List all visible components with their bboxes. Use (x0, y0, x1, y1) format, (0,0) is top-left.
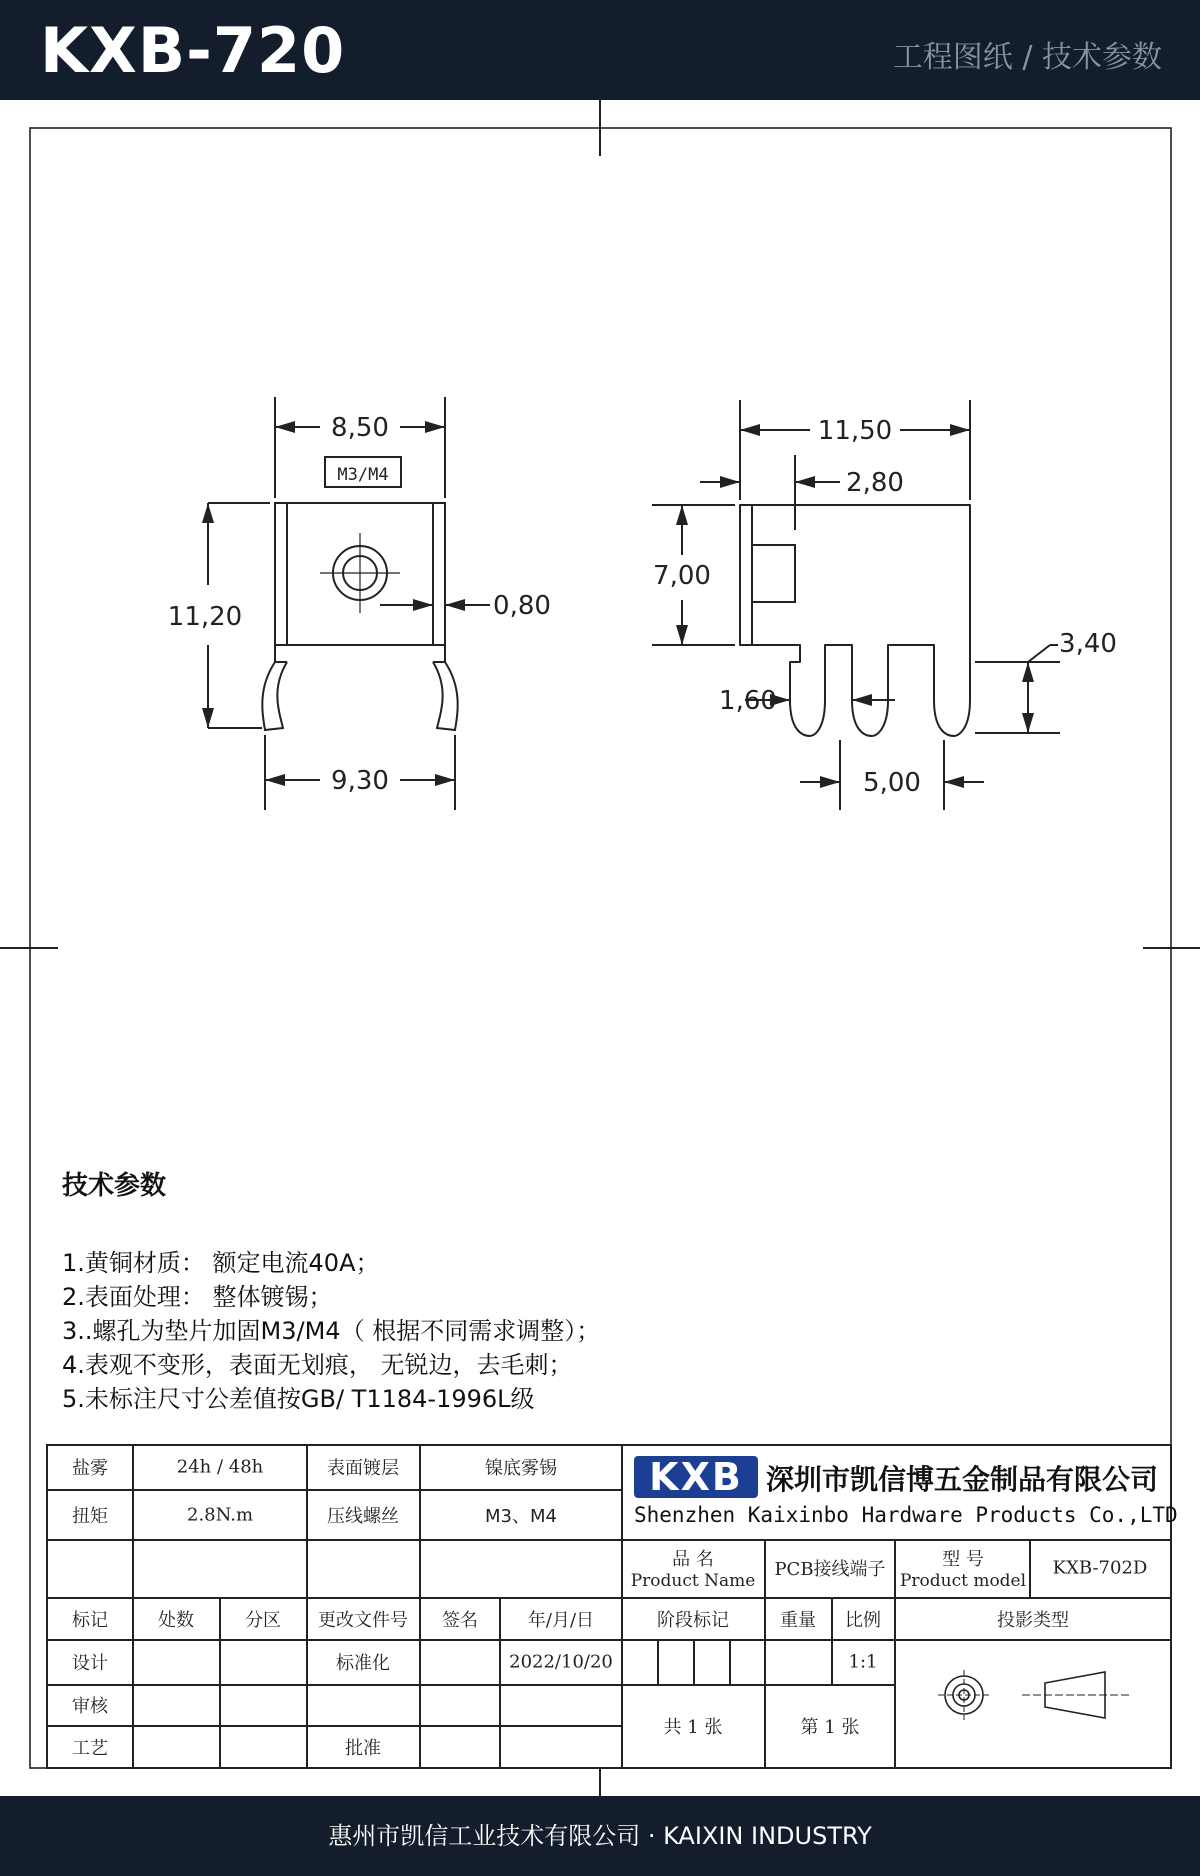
weight-label: 重量 (780, 1610, 816, 1631)
dim-pin-span: 9,30 (331, 766, 389, 796)
dim-pin-height: 3,40 (1059, 629, 1117, 659)
tech-params (62, 1165, 600, 1416)
dim-pin-pitch: 5,00 (863, 768, 921, 798)
torque-value: 2.8N.m (186, 1504, 254, 1526)
tech-item: 4.表观不变形，表面无划痕， 无锐边，去毛刺； (62, 1351, 573, 1379)
company-name-en: Shenzhen Kaixinbo Hardware Products Co.,LTD (634, 1503, 1178, 1527)
design-label: 设计 (72, 1653, 108, 1674)
tech-heading: 技术参数 (62, 1171, 167, 1201)
col-count: 处数 (158, 1610, 194, 1631)
scale-label: 比例 (845, 1610, 881, 1631)
dim-overall: 11,50 (817, 416, 893, 446)
col-mark: 标记 (72, 1610, 108, 1631)
logo-text: KXB (649, 1455, 743, 1499)
dim-body-height: 7,00 (653, 561, 711, 591)
product-model-cn: 型 号 (942, 1549, 984, 1570)
total-sheets: 共 1 张 (663, 1717, 723, 1738)
plating-label: 表面镀层 (327, 1458, 399, 1479)
stage-label: 阶段标记 (657, 1610, 729, 1631)
scale-value: 1:1 (848, 1651, 878, 1673)
col-doc: 更改文件号 (318, 1610, 408, 1631)
plating-value: 镍底雾锡 (485, 1458, 557, 1479)
header-subtitle: 工程图纸 / 技术参数 (892, 40, 1162, 75)
product-model-value: KXB-702D (1052, 1557, 1148, 1579)
col-sign: 签名 (442, 1610, 478, 1631)
salt-value: 24h / 48h (176, 1456, 264, 1478)
projection-label: 投影类型 (997, 1610, 1069, 1631)
company-name-cn: 深圳市凯信博五金制品有限公司 (766, 1463, 1159, 1496)
tech-item: 1.黄铜材质： 额定电流40A； (62, 1249, 380, 1277)
product-name-cn: 品 名 (672, 1549, 714, 1570)
process-label: 工艺 (72, 1738, 108, 1759)
product-name-value: PCB接线端子 (774, 1559, 886, 1580)
dim-pin-width: 1,60 (719, 686, 777, 716)
side-view (652, 400, 1060, 810)
torque-label: 扭矩 (72, 1506, 108, 1527)
model-title: KXB-720 (40, 14, 346, 87)
tech-item: 5.未标注尺寸公差值按GB/ T1184-1996L级 (62, 1385, 535, 1413)
dim-thickness: 0,80 (493, 591, 551, 621)
tech-item: 3..螺孔为垫片加固M3/M4（ 根据不同需求调整）； (62, 1317, 601, 1345)
screw-value: M3、M4 (485, 1506, 557, 1527)
dim-offset: 2,80 (846, 468, 904, 498)
screw-label: 压线螺丝 (327, 1506, 399, 1527)
dim-width: 8,50 (331, 413, 389, 443)
tech-item: 2.表面处理： 整体镀锡； (62, 1283, 333, 1311)
dim-height: 11,20 (167, 602, 243, 632)
approve-label: 批准 (345, 1738, 381, 1759)
date-value: 2022/10/20 (509, 1651, 613, 1673)
front-view (208, 397, 490, 810)
company-logo (634, 1456, 758, 1498)
page-footer: 惠州市凯信工业技术有限公司 · KAIXIN INDUSTRY (0, 1796, 1200, 1876)
product-name-en: Product Name (630, 1571, 756, 1591)
review-label: 审核 (72, 1696, 108, 1717)
dim-screw-label: M3/M4 (337, 465, 389, 485)
standard-label: 标准化 (336, 1653, 390, 1674)
sheet-no: 第 1 张 (800, 1717, 860, 1738)
col-date: 年/月/日 (527, 1610, 595, 1631)
product-model-en: Product model (899, 1571, 1027, 1591)
col-zone: 分区 (245, 1610, 281, 1631)
salt-label: 盐雾 (72, 1458, 108, 1479)
